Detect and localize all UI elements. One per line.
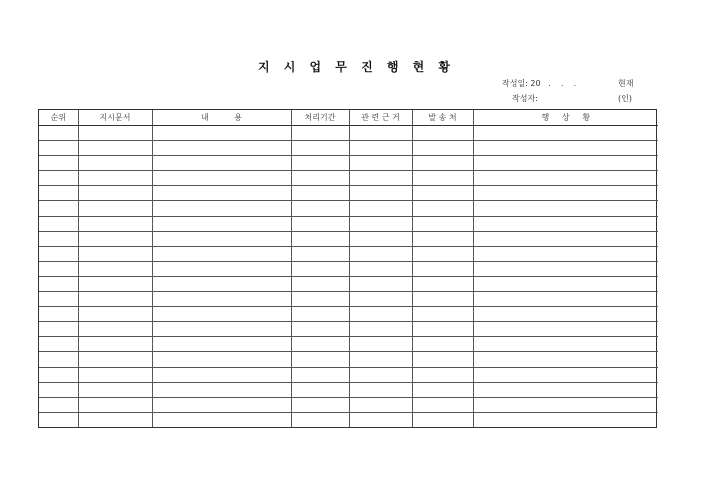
table-cell[interactable] [291,307,349,322]
table-row [39,171,658,186]
table-header-row [39,110,658,126]
table-cell[interactable] [473,352,658,367]
table-cell[interactable] [291,201,349,216]
table-cell[interactable] [291,397,349,412]
table-cell[interactable] [412,412,473,427]
table-cell[interactable] [412,322,473,337]
table-row [39,367,658,382]
table-row [39,397,658,412]
table-cell[interactable] [349,126,412,141]
table-cell[interactable] [152,397,291,412]
table-cell[interactable] [78,307,152,322]
table-cell[interactable] [78,397,152,412]
header-status: 행 상 황 [473,110,658,126]
table-cell[interactable] [152,276,291,291]
table-cell[interactable] [78,201,152,216]
table-cell[interactable] [291,141,349,156]
table-cell[interactable] [291,246,349,261]
table-cell[interactable] [412,186,473,201]
table-cell[interactable] [473,307,658,322]
table-cell[interactable] [349,367,412,382]
table-cell[interactable] [291,276,349,291]
table-cell[interactable] [291,216,349,231]
table-cell[interactable] [152,246,291,261]
table-cell[interactable] [78,382,152,397]
status-table [38,109,657,428]
table-cell[interactable] [39,201,78,216]
table-cell[interactable] [412,141,473,156]
table-cell[interactable] [473,412,658,427]
table-cell[interactable] [78,276,152,291]
table-cell[interactable] [39,231,78,246]
table-cell[interactable] [291,126,349,141]
table-cell[interactable] [473,126,658,141]
table-cell[interactable] [39,171,78,186]
table-cell[interactable] [412,156,473,171]
table-row [39,201,658,216]
table-cell[interactable] [152,156,291,171]
table-cell[interactable] [412,352,473,367]
table-cell[interactable] [291,231,349,246]
table-cell[interactable] [473,367,658,382]
table-cell[interactable] [291,382,349,397]
table-cell[interactable] [349,307,412,322]
table-row [39,276,658,291]
table-cell[interactable] [78,367,152,382]
table-row [39,216,658,231]
table-cell[interactable] [412,367,473,382]
table-cell[interactable] [349,397,412,412]
table-cell[interactable] [78,246,152,261]
table-cell[interactable] [412,307,473,322]
table-cell[interactable] [349,141,412,156]
table-row [39,186,658,201]
table-cell[interactable] [291,322,349,337]
table-cell[interactable] [291,186,349,201]
table-cell[interactable] [349,412,412,427]
table-cell[interactable] [349,246,412,261]
table-cell[interactable] [291,171,349,186]
table-cell[interactable] [39,261,78,276]
table-cell[interactable] [349,276,412,291]
table-cell[interactable] [473,216,658,231]
table-cell[interactable] [473,322,658,337]
table-cell[interactable] [412,246,473,261]
table-cell[interactable] [349,292,412,307]
table-row [39,382,658,397]
table-cell[interactable] [473,397,658,412]
header-rank: 순위 [39,110,78,126]
table-cell[interactable] [473,292,658,307]
table-cell[interactable] [349,156,412,171]
table-cell[interactable] [78,412,152,427]
header-related-basis: 관 련 근 거 [349,110,412,126]
table-cell[interactable] [349,352,412,367]
table-cell[interactable] [349,216,412,231]
table-cell[interactable] [39,126,78,141]
table-cell[interactable] [473,382,658,397]
table-cell[interactable] [78,261,152,276]
table-cell[interactable] [78,156,152,171]
table-cell[interactable] [152,382,291,397]
table-cell[interactable] [473,246,658,261]
table-row [39,141,658,156]
header-instruction-doc: 지시문서 [78,110,152,126]
table-cell[interactable] [349,231,412,246]
header-processing-period: 처리기간 [291,110,349,126]
table-cell[interactable] [412,261,473,276]
table-cell[interactable] [152,261,291,276]
table-row [39,322,658,337]
table-cell[interactable] [152,337,291,352]
author-label: 작성자: [512,94,538,103]
table-cell[interactable] [412,126,473,141]
table-cell[interactable] [349,201,412,216]
table-cell[interactable] [39,322,78,337]
table-cell[interactable] [39,397,78,412]
table-cell[interactable] [39,156,78,171]
table-cell[interactable] [473,261,658,276]
table-row [39,126,658,141]
table-cell[interactable] [39,412,78,427]
table-cell[interactable] [473,276,658,291]
table-cell[interactable] [152,141,291,156]
table-cell[interactable] [78,216,152,231]
table-cell[interactable] [78,171,152,186]
table-cell[interactable] [291,337,349,352]
table-cell[interactable] [39,186,78,201]
table-cell[interactable] [473,141,658,156]
table-cell[interactable] [412,382,473,397]
table-cell[interactable] [349,261,412,276]
table-cell[interactable] [39,307,78,322]
table-cell[interactable] [78,186,152,201]
table-cell[interactable] [349,382,412,397]
table-cell[interactable] [291,412,349,427]
table-row [39,412,658,427]
table-row [39,307,658,322]
document-title: 지 시 업 무 진 행 현 황 [258,60,455,74]
header-content: 내 용 [152,110,291,126]
table-cell[interactable] [78,337,152,352]
seal-mark: (인) [618,94,632,103]
table-cell[interactable] [39,292,78,307]
table-cell[interactable] [39,382,78,397]
table-cell[interactable] [349,186,412,201]
header-sender: 발 송 처 [412,110,473,126]
table-cell[interactable] [39,246,78,261]
table-cell[interactable] [412,337,473,352]
table-cell[interactable] [291,156,349,171]
table-cell[interactable] [78,231,152,246]
table-cell[interactable] [152,412,291,427]
table-cell[interactable] [39,367,78,382]
table-cell[interactable] [78,352,152,367]
table-cell[interactable] [473,231,658,246]
table-cell[interactable] [412,276,473,291]
table-cell[interactable] [78,322,152,337]
table-cell[interactable] [152,216,291,231]
table-cell[interactable] [152,201,291,216]
table-cell[interactable] [39,141,78,156]
table-cell[interactable] [349,337,412,352]
table-row [39,337,658,352]
table-cell[interactable] [152,307,291,322]
table-cell[interactable] [152,352,291,367]
table-cell[interactable] [291,292,349,307]
table-cell[interactable] [291,367,349,382]
table-cell[interactable] [291,261,349,276]
table-cell[interactable] [291,352,349,367]
table-cell[interactable] [412,397,473,412]
table-cell[interactable] [152,126,291,141]
table-cell[interactable] [78,126,152,141]
table-cell[interactable] [78,292,152,307]
table-cell[interactable] [152,171,291,186]
table-cell[interactable] [39,276,78,291]
table-row [39,156,658,171]
table-cell[interactable] [349,171,412,186]
table-cell[interactable] [412,292,473,307]
table-cell[interactable] [412,216,473,231]
table-cell[interactable] [39,352,78,367]
table-cell[interactable] [412,231,473,246]
table-cell[interactable] [412,171,473,186]
table-cell[interactable] [473,186,658,201]
table-cell[interactable] [78,141,152,156]
table-cell[interactable] [473,337,658,352]
table-cell[interactable] [473,201,658,216]
table-cell[interactable] [152,367,291,382]
table-cell[interactable] [473,171,658,186]
written-date: 작성일: 20 . . . [502,79,577,88]
table-cell[interactable] [473,156,658,171]
table-cell[interactable] [152,292,291,307]
table-cell[interactable] [412,201,473,216]
table-row [39,352,658,367]
table-row [39,246,658,261]
table-cell[interactable] [39,337,78,352]
table-cell[interactable] [152,322,291,337]
written-date-suffix: 현재 [618,79,634,88]
table-row [39,292,658,307]
table-cell[interactable] [349,322,412,337]
table-row [39,231,658,246]
table-cell[interactable] [39,216,78,231]
table-cell[interactable] [152,231,291,246]
table-cell[interactable] [152,186,291,201]
table-row [39,261,658,276]
